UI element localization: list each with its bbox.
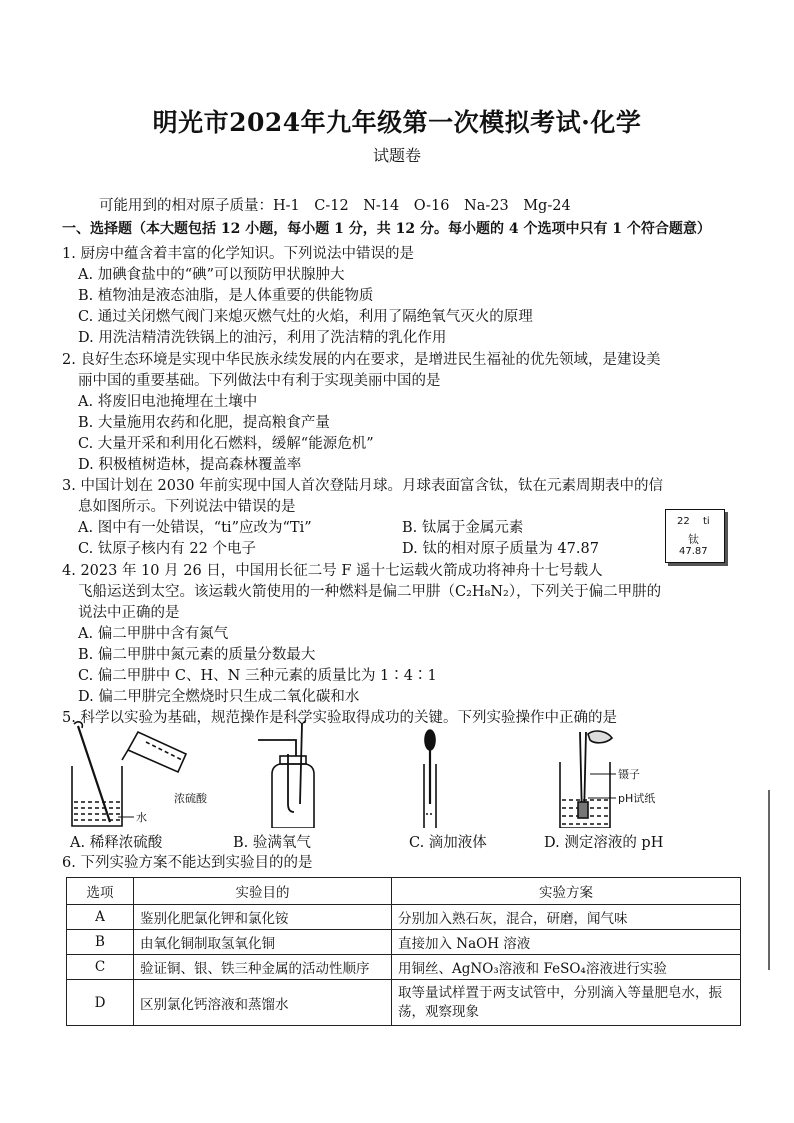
- table-header-row: [67, 878, 741, 905]
- q6-table: [66, 877, 741, 1026]
- q2-option-b: B. 大量施用农药和化肥，提高粮食产量: [78, 415, 330, 431]
- q3-option-a: A. 图中有一处错误，“ti”应改为“Ti”: [78, 520, 312, 536]
- atomic-masses: 可能用到的相对原子质量：H-1 C-12 N-14 O-16 Na-23 Mg-24: [99, 198, 571, 214]
- q1-option-a: A. 加碘食盐中的“碘”可以预防甲状腺肿大: [78, 267, 345, 283]
- table-cell: C: [67, 955, 134, 980]
- q6-stem: 6. 下列实验方案不能达到实验目的的是: [62, 855, 313, 871]
- q5-option-a: A. 稀释浓硫酸: [70, 835, 163, 851]
- q5-experiment-figures: [60, 718, 760, 828]
- label-acid: 浓硫酸: [174, 792, 207, 805]
- q2-option-a: A. 将废旧电池掩埋在土壤中: [78, 394, 258, 410]
- q1-stem: 1. 厨房中蕴含着丰富的化学知识。下列说法中错误的是: [62, 246, 414, 262]
- label-water: 水: [136, 811, 147, 824]
- table-cell: 验证铜、银、铁三种金属的活动性顺序: [134, 955, 392, 980]
- q3-option-b: B. 钛属于金属元素: [402, 520, 524, 536]
- section-heading: 一、选择题（本大题包括 12 小题，每小题 1 分，共 12 分。每小题的 4 个选项中只有 1 个符合题意）: [62, 221, 711, 237]
- element-mass: 47.87: [679, 546, 708, 557]
- q5-option-d: D. 测定溶液的 pH: [544, 835, 664, 851]
- q5-stem: 5. 科学以实验为基础，规范操作是科学实验取得成功的关键。下列实验操作中正确的是: [62, 710, 617, 726]
- fig-a-dilute-acid: [72, 722, 186, 826]
- q4-stem-line1: 4. 2023 年 10 月 26 日，中国用长征二号 F 遥十七运载火箭成功将神舟十七号载人: [62, 563, 603, 579]
- periodic-element-card: [665, 509, 725, 563]
- exam-title: 明光市2024年九年级第一次模拟考试·化学: [152, 108, 642, 137]
- q2-option-d: D. 积极植树造林，提高森林覆盖率: [78, 457, 302, 473]
- table-header: 实验目的: [134, 878, 392, 905]
- label-tweezers: 镊子: [618, 768, 640, 781]
- scan-edge-mark: [768, 790, 770, 970]
- q2-stem-line1: 2. 良好生态环境是实现中华民族永续发展的内在要求，是增进民生福祉的优先领域，是建设美: [62, 352, 661, 368]
- q3-option-d: D. 钛的相对原子质量为 47.87: [402, 541, 599, 557]
- table-cell: B: [67, 930, 134, 955]
- table-cell: A: [67, 905, 134, 930]
- q2-option-c: C. 大量开采和利用化石燃料，缓解“能源危机”: [78, 436, 374, 452]
- element-name: 钛: [688, 533, 699, 546]
- table-row: [67, 905, 741, 930]
- q3-stem-line1: 3. 中国计划在 2030 年前实现中国人首次登陆月球。月球表面富含钛，钛在元素周期表中的信: [62, 478, 664, 494]
- q1-option-c: C. 通过关闭燃气阀门来熄灭燃气灶的火焰，利用了隔绝氧气灭火的原理: [78, 309, 533, 325]
- q3-option-c: C. 钛原子核内有 22 个电子: [78, 541, 256, 557]
- q4-stem-line2: 飞船运送到太空。该运载火箭使用的一种燃料是偏二甲肼（C₂H₈N₂），下列关于偏二甲肼的: [78, 584, 662, 600]
- table-cell: 区别氯化钙溶液和蒸馏水: [134, 980, 392, 1026]
- q4-option-d: D. 偏二甲肼完全燃烧时只生成二氧化碳和水: [78, 689, 360, 705]
- table-cell: 分别加入熟石灰，混合，研磨，闻气味: [392, 905, 741, 930]
- table-cell: 用铜丝、AgNO₃溶液和 FeSO₄溶液进行实验: [392, 955, 741, 980]
- q4-option-c: C. 偏二甲肼中 C、H、N 三种元素的质量比为 1∶4∶1: [78, 668, 437, 684]
- table-cell: 取等量试样置于两支试管中，分别滴入等量肥皂水，振荡，观察现象: [392, 980, 741, 1026]
- q1-option-b: B. 植物油是液态油脂，是人体重要的供能物质: [78, 288, 374, 304]
- q2-stem-line2: 丽中国的重要基础。下列做法中有利于实现美丽中国的是: [78, 373, 441, 389]
- table-cell: 直接加入 NaOH 溶液: [392, 930, 741, 955]
- element-number: 22: [677, 516, 690, 527]
- fig-d-ph-test: [560, 731, 616, 828]
- q4-option-a: A. 偏二甲肼中含有氮气: [78, 626, 229, 642]
- q5-option-c: C. 滴加液体: [409, 835, 487, 851]
- element-symbol: ti: [703, 516, 710, 527]
- table-header: 选项: [67, 878, 134, 905]
- table-row: [67, 930, 741, 955]
- q5-option-b: B. 验满氧气: [233, 835, 311, 851]
- q1-option-d: D. 用洗洁精清洗铁锅上的油污，利用了洗洁精的乳化作用: [78, 330, 447, 346]
- table-cell: 鉴别化肥氯化钾和氯化铵: [134, 905, 392, 930]
- q3-stem-line2: 息如图所示。下列说法中错误的是: [78, 499, 296, 515]
- fig-b-oxygen-test: [258, 720, 314, 828]
- fig-c-dropper: [424, 730, 436, 828]
- table-row: [67, 955, 741, 980]
- table-row: [67, 980, 741, 1026]
- q4-option-b: B. 偏二甲肼中氮元素的质量分数最大: [78, 647, 316, 663]
- label-ph-paper: pH试纸: [618, 792, 656, 805]
- q4-stem-line3: 说法中正确的是: [78, 605, 180, 621]
- table-header: 实验方案: [392, 878, 741, 905]
- table-cell: D: [67, 980, 134, 1026]
- table-cell: 由氧化铜制取氢氧化铜: [134, 930, 392, 955]
- exam-subtitle: 试题卷: [372, 146, 421, 165]
